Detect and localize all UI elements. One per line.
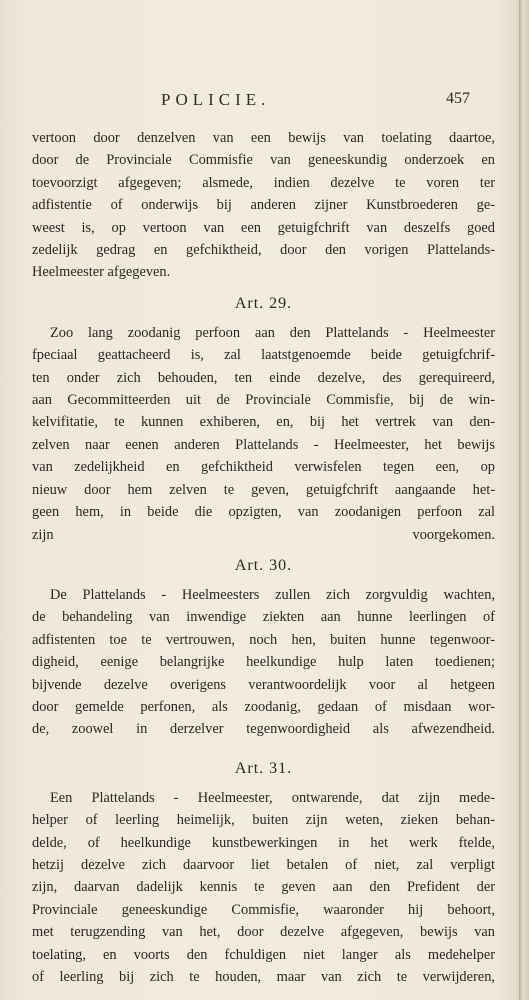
text-line: Een Plattelands - Heelmeester, ontwarende, dat zijn mede- — [50, 789, 495, 806]
text-line: vertoon door denzelven van een bewijs van toelating daartoe, — [32, 130, 495, 146]
text-line: adfistentie of onderwijs bij anderen zijner Kunstbroederen ge- — [32, 197, 495, 214]
article-heading-31: Art. 31. — [234, 759, 293, 777]
text-line: of leerling bij zich te houden, maar van zich te verwijderen, — [32, 969, 495, 985]
text-line: zijn, daarvan dadelijk kennis te geven aan den Prefident der — [32, 879, 495, 896]
text-line: Zoo lang zoodanig perfoon aan den Plattelands - Heelmeester — [50, 324, 495, 341]
article-30-text — [32, 584, 495, 741]
text-line: aan Gecommitteerden uit de Provinciale Commisfie, bij de win- — [32, 392, 495, 409]
text-line: Provinciale geneeskundige Commisfie, waaronder hij behoort, — [32, 901, 495, 918]
text-line: fpeciaal geattacheerd is, zal laatstgenoemde beide getuigfchrif- — [32, 347, 495, 364]
text-line: met terugzending van het, door dezelve afgegeven, bewijs van — [32, 924, 495, 941]
text-line: de, zoowel in derzelver tegenwoordigheid als afwezendheid. — [32, 721, 495, 738]
text-line: door de Provinciale Commisfie van geneeskundig onderzoek en — [32, 152, 495, 169]
running-head: POLICIE. — [161, 90, 271, 109]
text-line: toevoorzigt afgegeven; alsmede, indien dezelve te voren ter — [32, 174, 495, 191]
article-heading-29: Art. 29. — [234, 294, 293, 312]
text-line: geen hem, in beide die opzigten, van zoodanigen perfoon zal — [32, 504, 495, 521]
article-heading-30: Art. 30. — [234, 556, 293, 574]
text-line: zedelijk gedrag en gefchiktheid, door den vorigen Plattelands- — [32, 242, 495, 259]
paragraph-intro — [32, 127, 495, 284]
text-line: bijvende dezelve overigens verantwoordelijk voor al hetgeen — [32, 676, 495, 693]
text-line: toelating, en voorts den fchuldigen niet langer als medehelper — [32, 946, 495, 963]
text-line: De Plattelands - Heelmeesters zullen zich zorgvuldig wachten, — [50, 586, 495, 603]
text-line: ten onder zich behouden, ten einde dezelve, des gerequireerd, — [32, 369, 495, 386]
page-edge — [519, 0, 529, 1000]
text-line: weest is, op vertoon van een getuigfchrift van deszelfs goed — [32, 219, 495, 236]
text-line: delde, of heelkundige kunstbewerkingen in het werk ftelde, — [32, 834, 495, 851]
text-line: van zedelijkheid en gefchiktheid verwisfelen tegen een, op — [32, 459, 495, 476]
text-line: zelven naar eenen anderen Plattelands - Heelmeester, het bewijs — [32, 436, 495, 453]
text-line: digheid, eenige belangrijke heelkundige hulp laten toedienen; — [32, 654, 495, 671]
text-line: Heelmeester afgegeven. — [32, 264, 171, 281]
page-number: 457 — [446, 90, 470, 107]
text-line: nieuw door hem zelven te geven, getuigfchrift aangaande het- — [32, 481, 495, 498]
text-line: kelvifitatie, te kunnen exhiberen, en, bij het vertrek van den- — [32, 414, 495, 431]
text-line: hetzij dezelve zich daarvoor liet betalen of niet, zal verpligt — [32, 856, 495, 873]
article-31-text — [32, 787, 495, 989]
text-line: adfistenten toe te vertrouwen, noch hen, buiten hunne tegenwoor- — [32, 631, 495, 648]
text-line: de behandeling van inwendige ziekten aan hunne leerlingen of — [32, 609, 495, 626]
text-line: zijn voorgekomen. — [32, 526, 495, 543]
text-line: helper of leerling heimelijk, buiten zijn weten, zieken behan- — [32, 812, 495, 829]
article-29-text — [32, 322, 495, 546]
text-line: door gemelde perfonen, als zoodanig, gedaan of misdaan wor- — [32, 698, 495, 715]
body-text — [32, 127, 495, 988]
page-header — [0, 88, 519, 112]
